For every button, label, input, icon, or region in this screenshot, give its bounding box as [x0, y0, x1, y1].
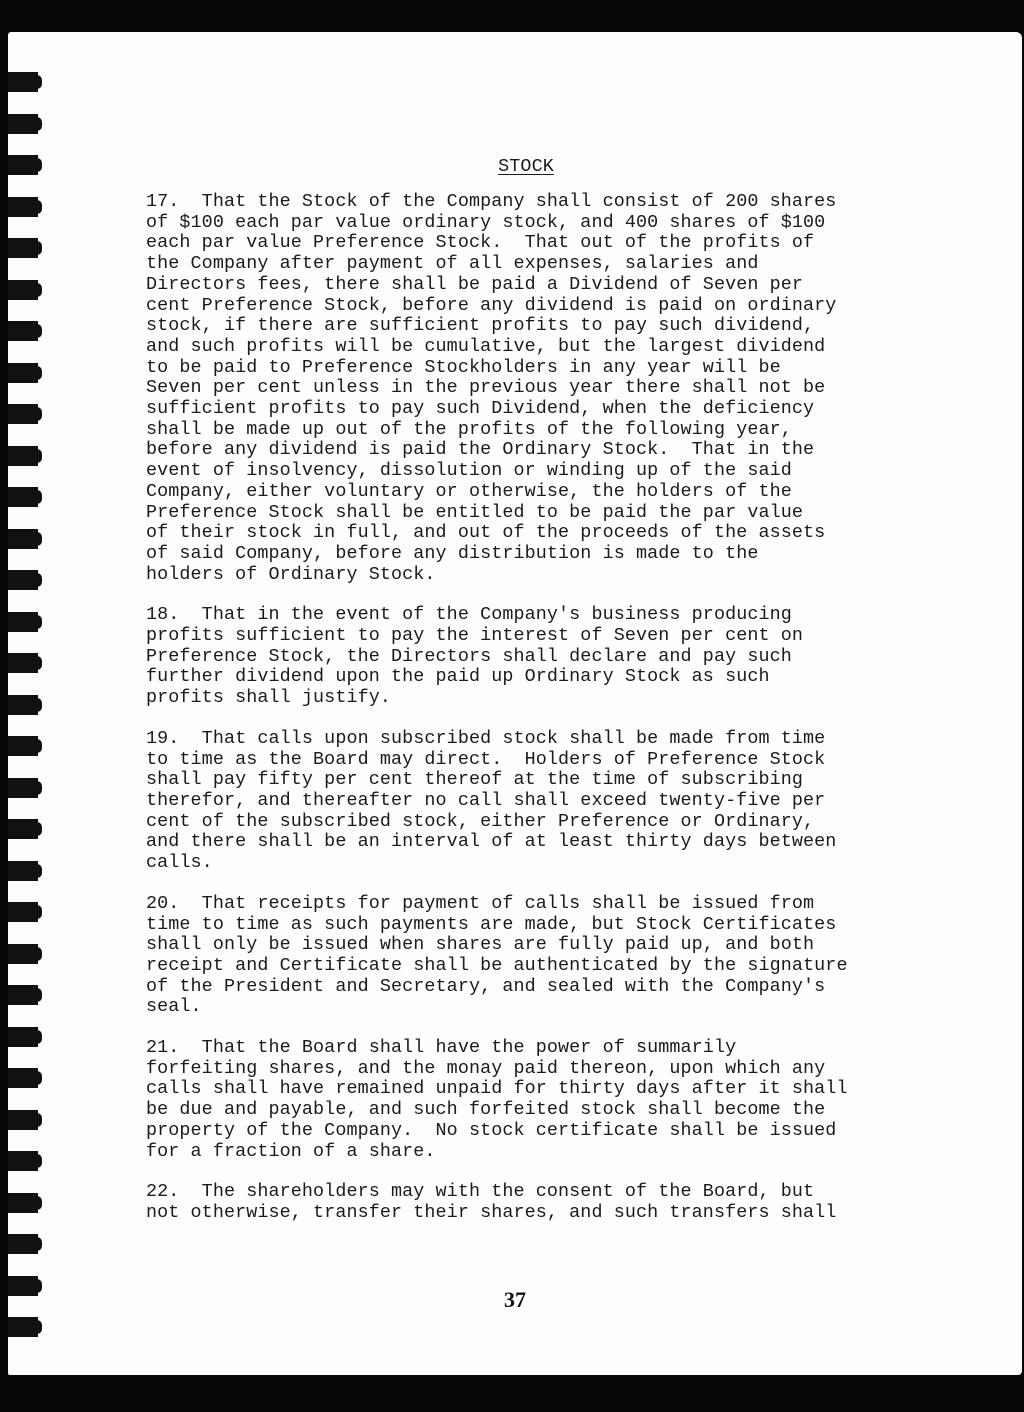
text-line: calls.: [146, 852, 213, 874]
text-line: each par value Preference Stock. That out of the profits of: [146, 232, 815, 254]
binding-ring: [8, 529, 38, 549]
text-line: for a fraction of a share.: [146, 1140, 436, 1162]
text-line: 20. That receipts for payment of calls shall be issued from: [146, 892, 815, 914]
spiral-binding: [8, 72, 52, 1362]
text-line: stock, if there are sufficient profits to pay such dividend,: [146, 315, 815, 337]
text-line: receipt and Certificate shall be authenticated by the signature: [146, 954, 848, 976]
text-line: profits sufficient to pay the interest of Seven per cent on: [146, 625, 804, 647]
text-line: of the President and Secretary, and sealed with the Company's: [146, 975, 826, 997]
text-line: of $100 each par value ordinary stock, and 400 shares of $100: [146, 211, 826, 233]
binding-ring: [8, 404, 38, 424]
text-line: seal.: [146, 996, 202, 1018]
binding-ring: [8, 155, 38, 175]
page-number: 37: [504, 1287, 526, 1312]
binding-ring: [8, 778, 38, 798]
text-line: to time as the Board may direct. Holders of Preference Stock: [146, 748, 826, 770]
binding-ring: [8, 197, 38, 217]
text-line: be due and payable, and such forfeited stock shall become the: [146, 1099, 826, 1121]
text-line: 19. That calls upon subscribed stock shall be made from time: [146, 727, 826, 749]
binding-ring: [8, 1234, 38, 1254]
text-line: property of the Company. No stock certificate shall be issued: [146, 1119, 837, 1141]
binding-ring: [8, 1027, 38, 1047]
text-line: event of insolvency, dissolution or winding up of the said: [146, 460, 792, 482]
section-heading-text: STOCK: [498, 156, 554, 177]
binding-ring: [8, 695, 38, 715]
binding-ring: [8, 985, 38, 1005]
text-line: shall only be issued when shares are fully paid up, and both: [146, 934, 815, 956]
binding-ring: [8, 1110, 38, 1130]
binding-ring: [8, 819, 38, 839]
binding-ring: [8, 238, 38, 258]
binding-ring: [8, 570, 38, 590]
paragraph-18: [146, 605, 946, 709]
paragraph-19: [146, 729, 946, 874]
binding-ring: [8, 902, 38, 922]
paragraph-22: [146, 1182, 946, 1223]
text-line: sufficient profits to pay such Dividend, when the deficiency: [146, 398, 815, 420]
text-line: Directors fees, there shall be paid a Dividend of Seven per: [146, 273, 804, 295]
text-line: time to time as such payments are made, but Stock Certificates: [146, 913, 837, 935]
binding-ring: [8, 1151, 38, 1171]
binding-ring: [8, 280, 38, 300]
document-body: [146, 156, 946, 1244]
paragraph-17: [146, 192, 946, 585]
paragraph-21: [146, 1038, 946, 1162]
text-line: forfeiting shares, and the monay paid thereon, upon which any: [146, 1057, 826, 1079]
text-line: of said Company, before any distribution is made to the: [146, 542, 759, 564]
text-line: profits shall justify.: [146, 687, 391, 709]
binding-ring: [8, 736, 38, 756]
paragraph-20: [146, 894, 946, 1018]
binding-ring: [8, 114, 38, 134]
binding-ring: [8, 487, 38, 507]
text-line: Seven per cent unless in the previous year there shall not be: [146, 377, 826, 399]
binding-ring: [8, 944, 38, 964]
text-line: shall be made up out of the profits of the following year,: [146, 418, 792, 440]
text-line: therefor, and thereafter no call shall exceed twenty-five per: [146, 789, 826, 811]
binding-ring: [8, 72, 38, 92]
binding-ring: [8, 1193, 38, 1213]
text-line: 18. That in the event of the Company's business producing: [146, 604, 792, 626]
text-line: the Company after payment of all expenses, salaries and: [146, 253, 759, 275]
text-line: before any dividend is paid the Ordinary Stock. That in the: [146, 439, 815, 461]
text-line: of their stock in full, and out of the proceeds of the assets: [146, 522, 826, 544]
text-line: calls shall have remained unpaid for thirty days after it shall: [146, 1078, 848, 1100]
text-line: shall pay fifty per cent thereof at the time of subscribing: [146, 769, 804, 791]
binding-ring: [8, 653, 38, 673]
binding-ring: [8, 612, 38, 632]
text-line: and there shall be an interval of at least thirty days between: [146, 831, 837, 853]
paragraph-list: [146, 192, 946, 1224]
text-line: and such profits will be cumulative, but the largest dividend: [146, 335, 826, 357]
text-line: cent of the subscribed stock, either Preference or Ordinary,: [146, 810, 815, 832]
binding-ring: [8, 363, 38, 383]
binding-ring: [8, 1317, 38, 1337]
section-heading: [146, 156, 906, 178]
text-line: not otherwise, transfer their shares, and such transfers shall: [146, 1201, 837, 1223]
paper-sheet: [8, 32, 1022, 1375]
text-line: Preference Stock, the Directors shall declare and pay such: [146, 645, 792, 667]
binding-ring: [8, 1068, 38, 1088]
binding-ring: [8, 861, 38, 881]
binding-ring: [8, 321, 38, 341]
text-line: further dividend upon the paid up Ordinary Stock as such: [146, 666, 770, 688]
text-line: 17. That the Stock of the Company shall consist of 200 shares: [146, 191, 837, 212]
binding-ring: [8, 446, 38, 466]
text-line: Company, either voluntary or otherwise, the holders of the: [146, 480, 792, 502]
text-line: 21. That the Board shall have the power of summarily: [146, 1037, 737, 1059]
text-line: 22. The shareholders may with the consent of the Board, but: [146, 1181, 815, 1203]
text-line: holders of Ordinary Stock.: [146, 563, 436, 585]
text-line: Preference Stock shall be entitled to be paid the par value: [146, 501, 804, 523]
text-line: to be paid to Preference Stockholders in any year will be: [146, 356, 781, 378]
text-line: cent Preference Stock, before any dividend is paid on ordinary: [146, 294, 837, 316]
